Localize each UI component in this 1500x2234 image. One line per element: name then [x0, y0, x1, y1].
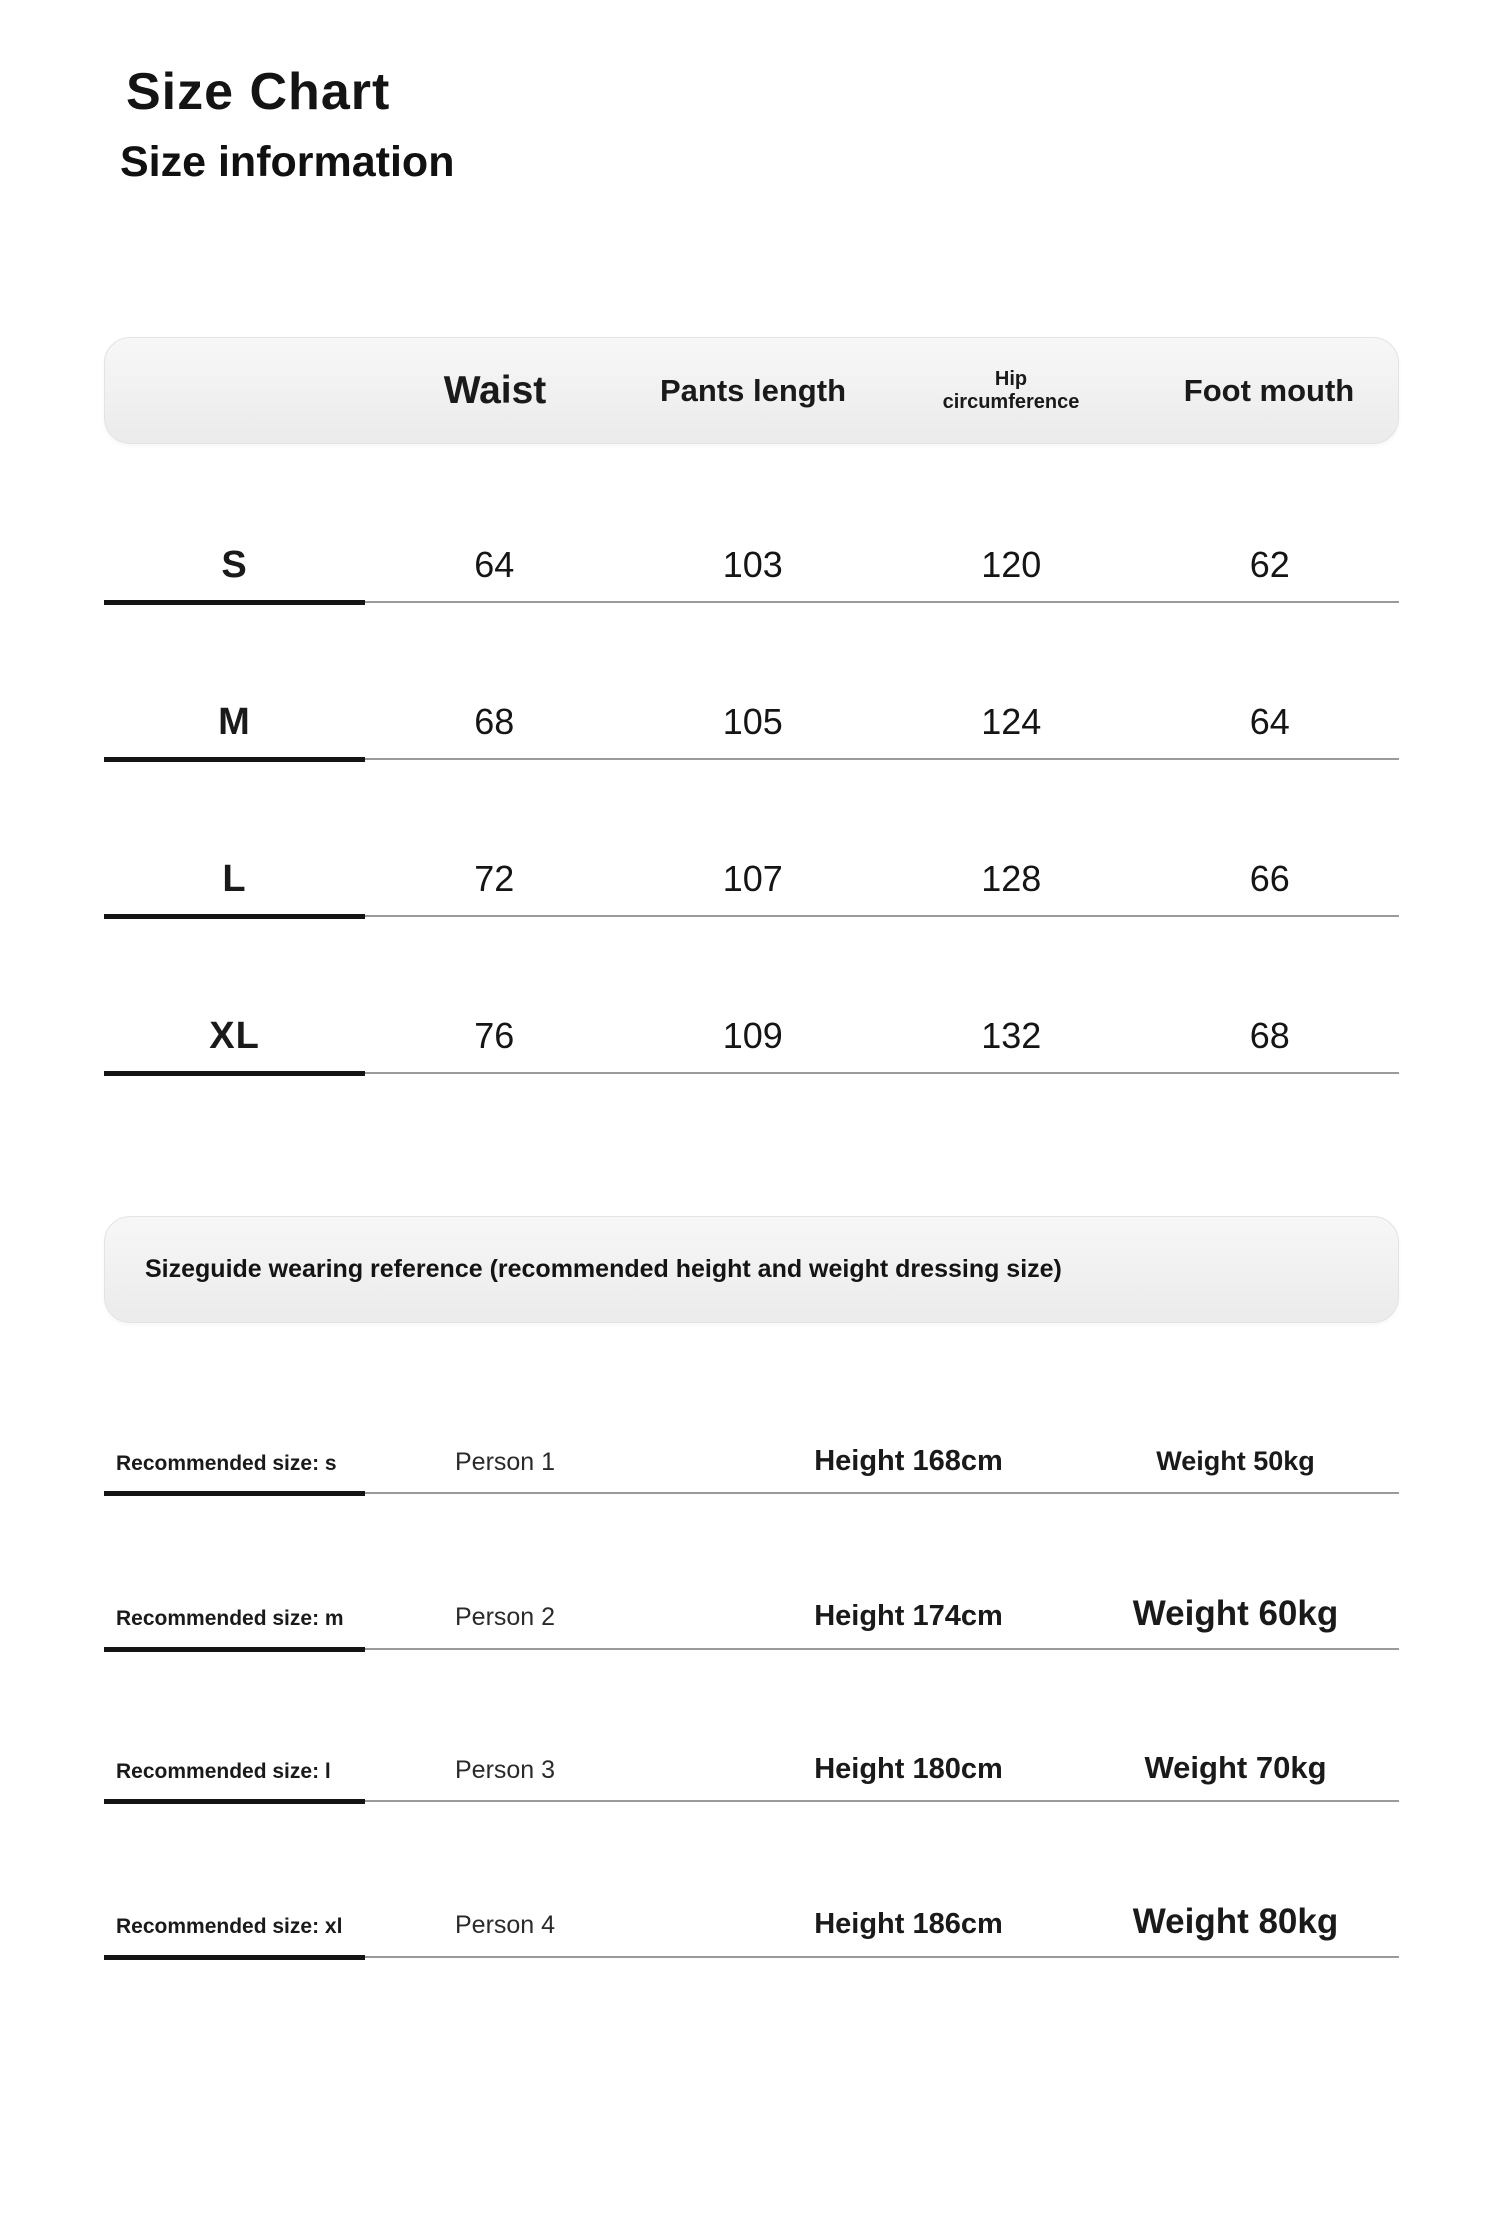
sizeguide-header-bar [104, 1216, 1399, 1323]
row-divider [104, 1490, 1399, 1496]
person-label: Person 3 [455, 1756, 556, 1784]
row-divider [104, 1954, 1399, 1960]
sizeguide-row-m [0, 1594, 1500, 1652]
size-table-body [0, 544, 1500, 1076]
row-divider-thick-segment [104, 1071, 365, 1076]
row-divider-thin-segment [365, 1072, 1399, 1074]
foot-mouth-value: 62 [1249, 544, 1290, 585]
row-divider [104, 756, 1399, 762]
person-label: Person 1 [455, 1448, 556, 1476]
sizeguide-row-values [104, 1445, 1399, 1478]
size-label: M [218, 701, 251, 743]
height-value: Height 168cm [814, 1445, 1003, 1477]
foot-mouth-value: 64 [1249, 701, 1290, 742]
waist-value: 72 [474, 858, 515, 899]
person-label: Person 4 [455, 1911, 556, 1939]
row-divider [104, 1070, 1399, 1076]
weight-value: Weight 60kg [1132, 1594, 1339, 1633]
size-label: L [222, 858, 247, 900]
sizeguide-row-l [0, 1750, 1500, 1804]
column-header-waist: Waist [443, 368, 547, 412]
size-row-values [104, 701, 1399, 744]
sizeguide-row-values [104, 1594, 1399, 1634]
row-divider-thick-segment [104, 1799, 365, 1804]
row-divider-thin-segment [365, 915, 1399, 917]
row-divider-thick-segment [104, 914, 365, 919]
sizeguide-row-s [0, 1445, 1500, 1496]
height-value: Height 180cm [814, 1753, 1003, 1785]
size-row-values [104, 544, 1399, 587]
height-value: Height 186cm [814, 1908, 1003, 1940]
recommended-size-label: Recommended size: s [116, 1452, 337, 1475]
column-header-foot-mouth: Foot mouth [1183, 372, 1355, 408]
recommended-size-label: Recommended size: m [116, 1607, 344, 1630]
hip-circumference-value: 124 [981, 701, 1042, 742]
sizeguide-row-values [104, 1902, 1399, 1942]
row-divider-thick-segment [104, 1647, 365, 1652]
recommended-size-label: Recommended size: l [116, 1760, 331, 1783]
size-row-values [104, 858, 1399, 901]
weight-value: Weight 80kg [1132, 1902, 1339, 1941]
row-divider-thin-segment [365, 1956, 1399, 1958]
column-header-pants-length: Pants length [659, 372, 846, 408]
pants-length-value: 103 [722, 544, 783, 585]
size-row-s [0, 544, 1500, 605]
pants-length-value: 105 [722, 701, 783, 742]
row-divider [104, 1646, 1399, 1652]
sizeguide-row-xl [0, 1902, 1500, 1960]
row-divider [104, 913, 1399, 919]
pants-length-value: 109 [722, 1015, 783, 1056]
height-value: Height 174cm [814, 1600, 1003, 1632]
hip-circumference-label: Hip circumference [942, 367, 1080, 413]
waist-value: 76 [474, 1015, 515, 1056]
sizeguide-row-values [104, 1750, 1399, 1786]
pants-length-value: 107 [722, 858, 783, 899]
waist-value: 68 [474, 701, 515, 742]
size-label: XL [209, 1015, 260, 1057]
row-divider [104, 599, 1399, 605]
page-subtitle: Size information [120, 138, 455, 186]
weight-value: Weight 50kg [1156, 1446, 1315, 1476]
weight-value: Weight 70kg [1144, 1750, 1327, 1785]
hip-circumference-value: 128 [981, 858, 1042, 899]
size-row-l [0, 858, 1500, 919]
sizeguide-body [0, 1445, 1500, 1960]
foot-mouth-value: 68 [1249, 1015, 1290, 1056]
row-divider-thin-segment [365, 758, 1399, 760]
row-divider-thin-segment [365, 601, 1399, 603]
row-divider-thick-segment [104, 1491, 365, 1496]
hip-circumference-value: 120 [981, 544, 1042, 585]
foot-mouth-value: 66 [1249, 858, 1290, 899]
sizeguide-header-title: Sizeguide wearing reference (recommended height and weight dressing size) [145, 1255, 1062, 1283]
size-label: S [221, 544, 248, 586]
person-label: Person 2 [455, 1603, 556, 1631]
waist-value: 64 [474, 544, 515, 585]
page-title: Size Chart [126, 63, 391, 121]
row-divider-thick-segment [104, 600, 365, 605]
column-header-hip-circumference [882, 368, 1140, 414]
row-divider-thick-segment [104, 757, 365, 762]
size-row-m [0, 701, 1500, 762]
recommended-size-label: Recommended size: xl [116, 1915, 343, 1938]
row-divider-thin-segment [365, 1492, 1399, 1494]
row-divider-thick-segment [104, 1955, 365, 1960]
row-divider-thin-segment [365, 1648, 1399, 1650]
row-divider-thin-segment [365, 1800, 1399, 1802]
size-row-values [104, 1015, 1399, 1058]
size-row-xl [0, 1015, 1500, 1076]
hip-circumference-value: 132 [981, 1015, 1042, 1056]
row-divider [104, 1798, 1399, 1804]
size-table-header-bar [104, 337, 1399, 444]
